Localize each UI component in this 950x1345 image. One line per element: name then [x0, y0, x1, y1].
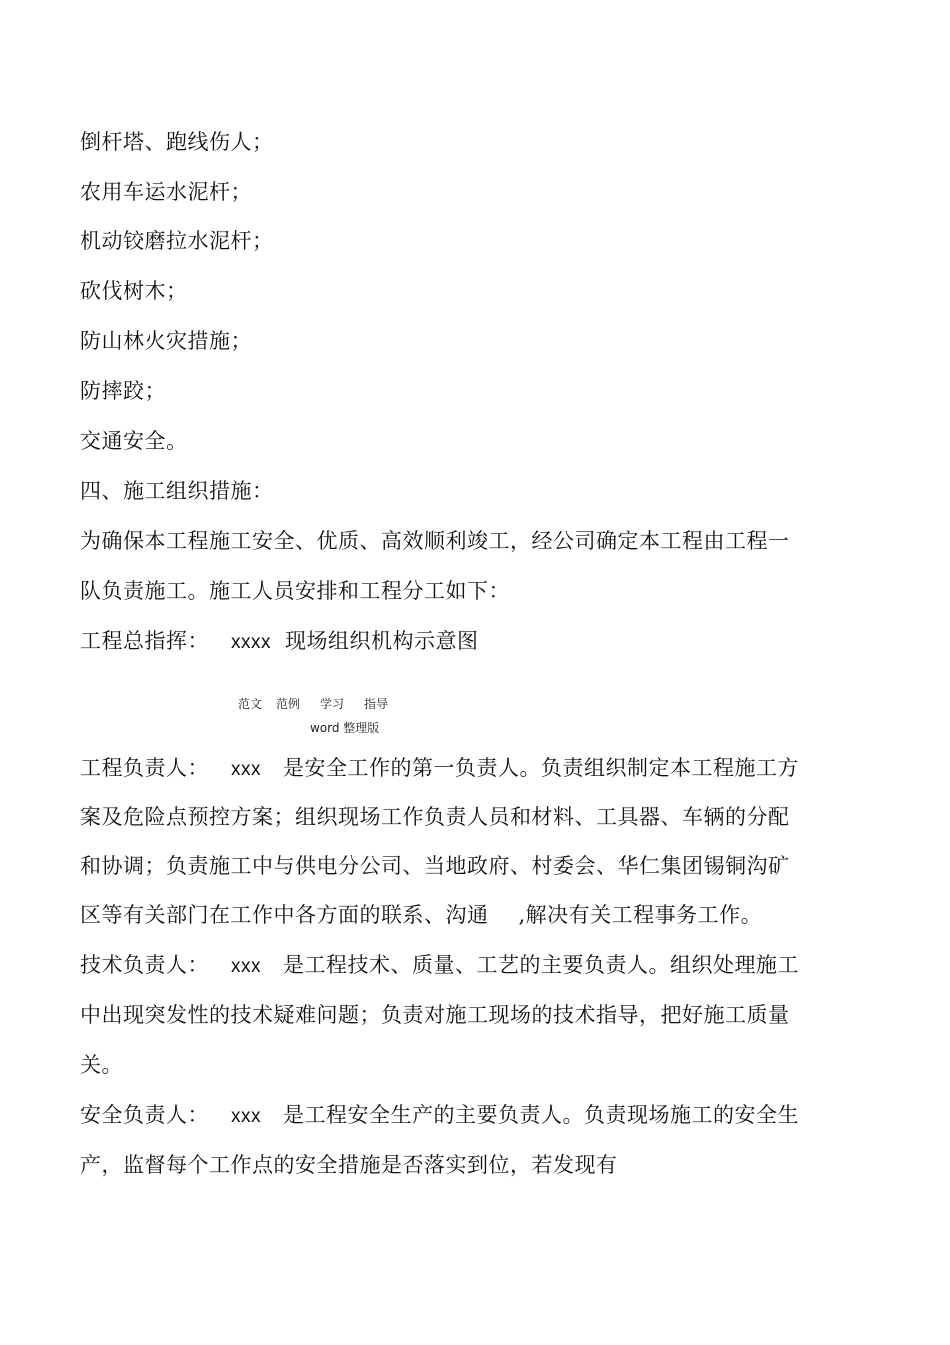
project-lead-text: 区等有关部门在工作中各方面的联系、沟通: [80, 903, 489, 927]
commander-text: 现场组织机构示意图: [285, 629, 479, 653]
project-lead-line: [80, 753, 799, 785]
footer-item: 学习: [320, 697, 345, 711]
footer-item: 范例: [276, 697, 301, 711]
safety-lead-text: 是工程安全生产的主要负责人。负责现场施工的安全生: [283, 1103, 799, 1127]
commander-line: [80, 626, 479, 658]
safety-lead-name: xxx: [231, 1106, 261, 1127]
safety-lead-label: 安全负责人：: [80, 1103, 209, 1127]
project-lead-text: ,解决有关工程事务工作。: [518, 903, 763, 927]
text-line: [80, 900, 762, 930]
section-heading: 四、施工组织措施：: [80, 479, 274, 503]
text-line: 产，监督每个工作点的安全措施是否落实到位，若发现有: [80, 1153, 618, 1177]
footer-item: 指导: [364, 697, 389, 711]
text-line: 防山林火灾措施；: [80, 329, 252, 353]
project-lead-name: xxx: [231, 759, 261, 780]
text-line: 案及危险点预控方案；组织现场工作负责人员和材料、工具器、车辆的分配: [80, 805, 790, 829]
text-line: 倒杆塔、跑线伤人；: [80, 130, 274, 154]
text-line: 农用车运水泥杆；: [80, 180, 252, 204]
safety-lead-line: [80, 1100, 799, 1132]
text-line: 中出现突发性的技术疑难问题；负责对施工现场的技术指导，把好施工质量: [80, 1003, 790, 1027]
text-line: 防摔跤；: [80, 379, 166, 403]
watermark-subtitle: word 整理版: [310, 721, 380, 735]
watermark-footer: [238, 696, 402, 712]
text-line: 为确保本工程施工安全、优质、高效顺利竣工，经公司确定本工程由工程一: [80, 529, 790, 553]
text-line: 砍伐树木；: [80, 279, 188, 303]
text-line: 机动铰磨拉水泥杆；: [80, 229, 274, 253]
commander-label: 工程总指挥：: [80, 629, 209, 653]
text-line: 交通安全。: [80, 429, 188, 453]
text-line: 和协调；负责施工中与供电分公司、当地政府、村委会、华仁集团锡铜沟矿: [80, 854, 790, 878]
tech-lead-name: xxx: [231, 956, 261, 977]
footer-item: 范文: [238, 697, 263, 711]
text-line: 队负责施工。施工人员安排和工程分工如下：: [80, 579, 510, 603]
project-lead-label: 工程负责人：: [80, 756, 209, 780]
tech-lead-line: [80, 950, 799, 982]
tech-lead-label: 技术负责人：: [80, 953, 209, 977]
commander-name: xxxx: [231, 632, 271, 653]
project-lead-text: 是安全工作的第一负责人。负责组织制定本工程施工方: [283, 756, 799, 780]
tech-lead-text: 是工程技术、质量、工艺的主要负责人。组织处理施工: [283, 953, 799, 977]
text-line: 关。: [80, 1053, 123, 1077]
